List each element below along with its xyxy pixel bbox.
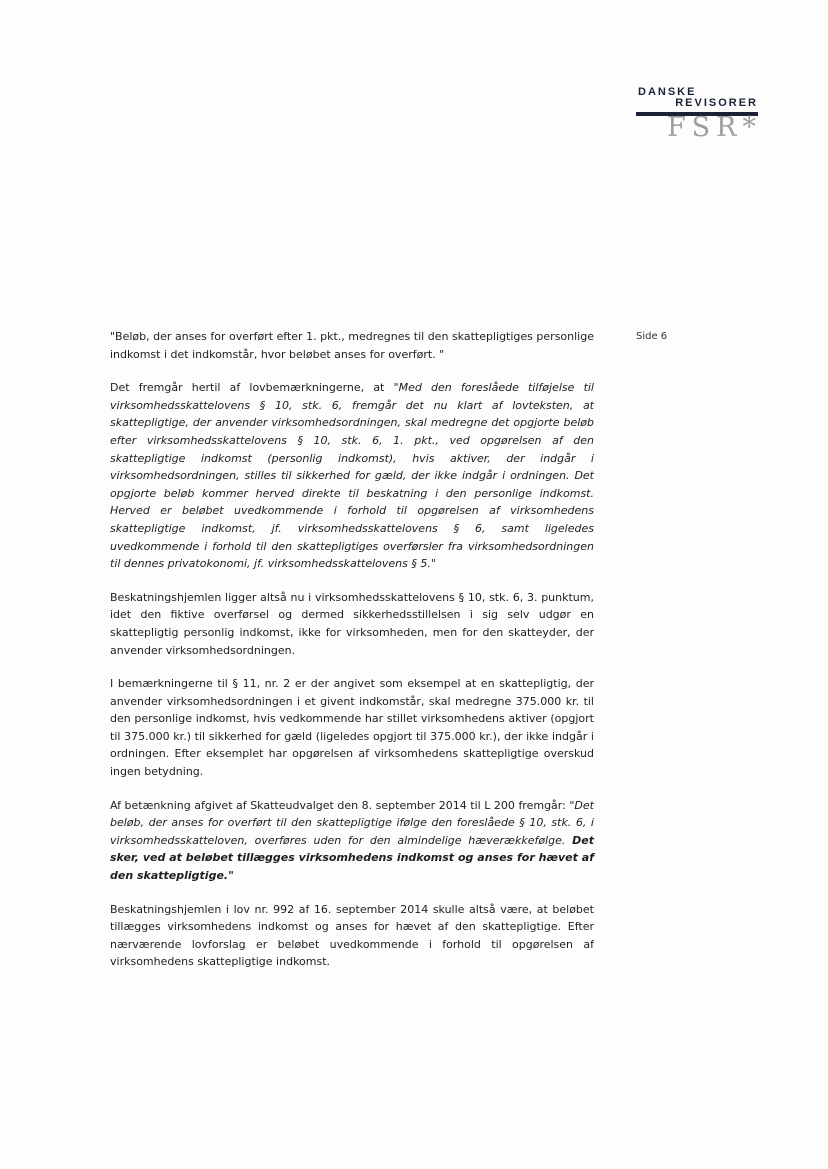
- paragraph-6: Beskatningshjemlen i lov nr. 992 af 16. september 2014 skulle altså være, at beløbet tillægges virksomhedens indkomst og anses for hævet af den skattepligtige. Efter nærværende lovforslag er beløbet uvedkommende i forhold til opgørelsen af virksomhedens skattepligtige indkomst.: [110, 902, 594, 969]
- logo-line-danske: DANSKE: [638, 86, 697, 98]
- paragraph-2-intro: Det fremgår hertil af lovbemærkningerne, at: [110, 381, 394, 395]
- paragraph-5-quote: "Det beløb, der anses for overført til den skattepligtige ifølge den foreslåede § 10, stk. 6, i virksomhedsskatteloven, overføres uden for den almindelige hæverækkefølge.: [110, 798, 594, 847]
- logo-line-revisorer: REVISORER: [675, 97, 758, 109]
- paragraph-2-quote: "Med den foreslåede tilføjelse til virksomhedsskattelovens § 10, stk. 6, fremgår det nu klart af lovteksten, at skattepligtige, der anvender virksomhedsordningen, skal medregne det opgjorte beløb efter virksomhedsskattelovens § 10, stk. 6, 1. pkt., ved opgørelsen af den skattepligtige indkomst (personlig indkomst), hvis aktiver, der indgår i virksomhedsordningen, stilles til sikkerhed for gæld, der ikke indgår i ordningen. Det opgjorte beløb kommer herved direkte til beskatning i den personlige indkomst. Herved er beløbet uvedkommende i forhold til opgørelsen af virksomhedens skattepligtige indkomst, jf. virksomhedsskattelovens § 6, samt ligeledes uvedkommende i forhold til den skattepligtiges overførsler fra virksomhedsordningen til dennes privatokonomi, jf. virksomhedsskattelovens § 5.": [110, 381, 594, 571]
- paragraph-5-intro: Af betænkning afgivet af Skatteudvalget den 8. september 2014 til L 200 fremgår:: [110, 798, 570, 812]
- paragraph-3: Beskatningshjemlen ligger altså nu i virksomhedsskattelovens § 10, stk. 6, 3. punktum, idet den fiktive overførsel og dermed sikkerhedsstillelsen i sig selv udgør en skattepligtig personlig indkomst, ikke for virksomheden, men for den skatteyder, der anvender virksomhedsordningen.: [110, 590, 594, 657]
- paragraph-5: [110, 797, 594, 885]
- document-body: [110, 328, 594, 987]
- logo-mark: FSR*: [666, 112, 762, 143]
- fsr-logo: [636, 86, 762, 143]
- paragraph-4: I bemærkningerne til § 11, nr. 2 er der angivet som eksempel at en skattepligtig, der anvender virksomhedsordningen i et givent indkomstår, skal medregne 375.000 kr. til den personlige indkomst, hvis vedkommende har stillet virksomhedens aktiver (opgjort til 375.000 kr.) til sikkerhed for gæld (ligeledes opgjort til 375.000 kr.), der ikke indgår i ordningen. Efter eksemplet har opgørelsen af virksomhedens skattepligtige overskud ingen betydning.: [110, 677, 594, 779]
- page-number: Side 6: [636, 331, 668, 342]
- paragraph-5-bold-quote: Det sker, ved at beløbet tillægges virksomhedens indkomst og anses for hævet af den skattepligtige.": [110, 833, 594, 883]
- paragraph-1: "Beløb, der anses for overført efter 1. pkt., medregnes til den skattepligtiges personlige indkomst i det indkomstår, hvor beløbet anses for overført. ": [110, 330, 594, 361]
- paragraph-2: [110, 379, 594, 573]
